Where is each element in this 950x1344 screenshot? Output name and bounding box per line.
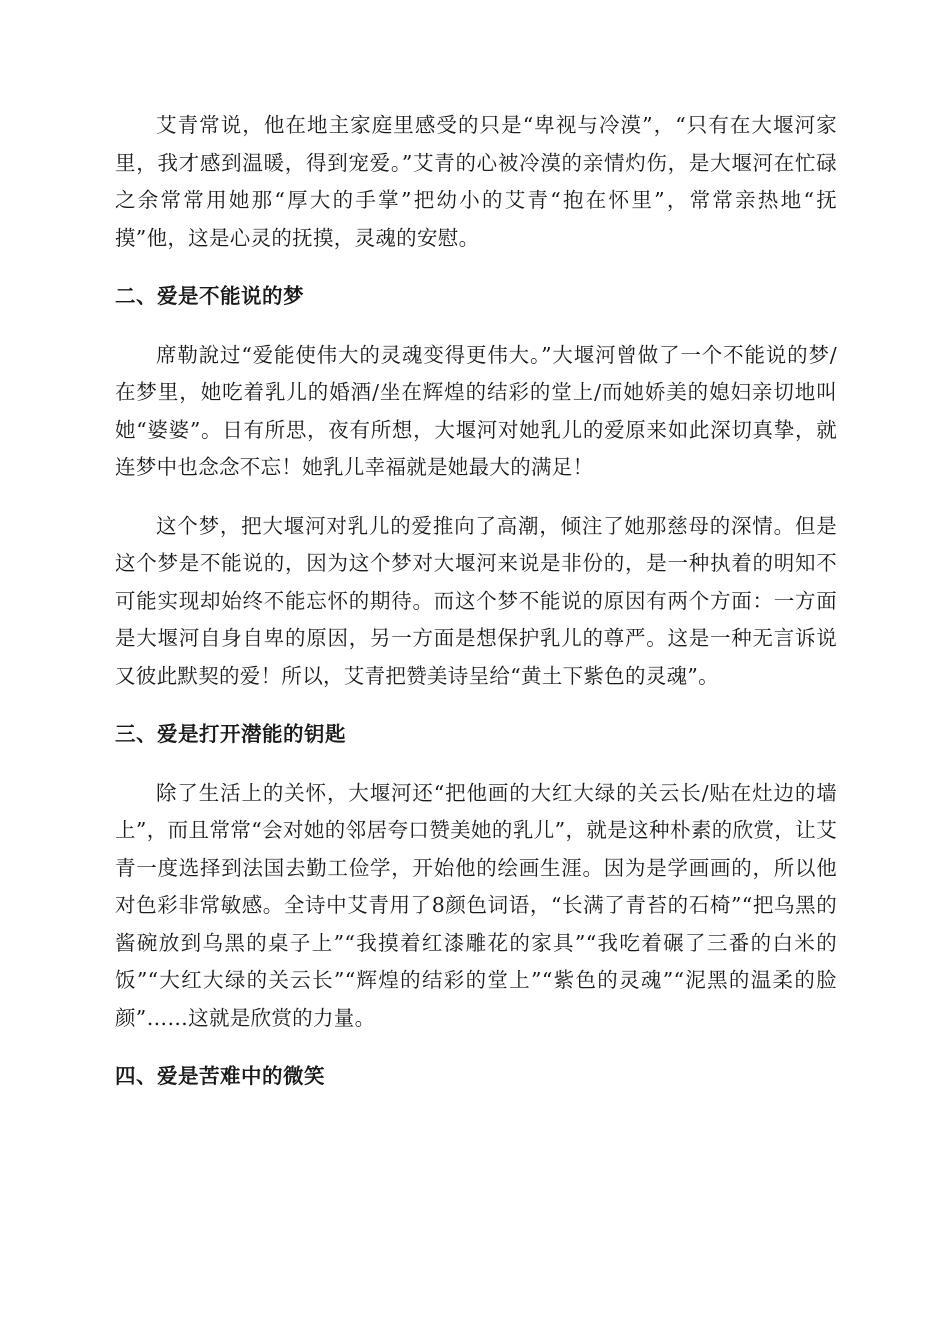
paragraph-dream-unspoken: 这个梦，把大堰河对乳儿的爱推向了高潮，倾注了她那慈母的深情。但是这个梦是不能说的，因为这个梦对大堰河来说是非份的，是一种执着的明知不可能实现却始终不能忘怀的期待。而这个梦不能说的原因有两个方面：一方面是大堰河自身自卑的原因，另一方面是想保护乳儿的尊严。这是一种无言诉说又彼此默契的爱！所以，艾青把赞美诗呈给“黄土下紫色的灵魂”。 (115, 513, 837, 688)
paragraph-dream: 席勒說过“爱能使伟大的灵魂变得更伟大。”大堰河曾做了一个不能说的梦/在梦里，她吃着乳儿的婚酒/坐在辉煌的结彩的堂上/而她娇美的媳妇亲切地叫她“婆婆”。日有所思，夜有所想，大堰河对她乳儿的爱原来如此深切真挚，就连梦中也念念不忘！她乳儿幸福就是她最大的满足！ (115, 342, 837, 479)
document-page (115, 107, 837, 1117)
paragraph-appreciation: 除了生活上的关怀，大堰河还“把他画的大红大绿的关云长/贴在灶边的墙上”，而且常常“会对她的邻居夸口赞美她的乳儿”，就是这种朴素的欣赏，让艾青一度选择到法国去勤工俭学，开始他的绘画生涯。因为是学画画的，所以他对色彩非常敏感。全诗中艾青用了8颜色词语，“长满了青苔的石椅”“把乌黑的酱碗放到乌黑的桌子上”“我摸着红漆雕花的家具”“我吃着碾了三番的白米的饭”“大红大绿的关云长”“辉煌的结彩的堂上”“紫色的灵魂”“泥黑的温柔的脸颜”……这就是欣赏的力量。 (115, 780, 837, 1030)
section-heading-2: 二、爱是不能说的梦 (115, 284, 304, 308)
section-heading-3: 三、爱是打开潜能的钥匙 (115, 722, 346, 746)
section-heading-4: 四、爱是苦难中的微笑 (115, 1064, 325, 1088)
paragraph-warmth: 艾青常说，他在地主家庭里感受的只是“卑视与冷漠”，“只有在大堰河家里，我才感到温暖，得到宠爱。”艾青的心被冷漠的亲情灼伤，是大堰河在忙碌之余常常用她那“厚大的手掌”把幼小的艾青“抱在怀里”，常常亲热地“抚摸”他，这是心灵的抚摸，灵魂的安慰。 (115, 113, 837, 250)
